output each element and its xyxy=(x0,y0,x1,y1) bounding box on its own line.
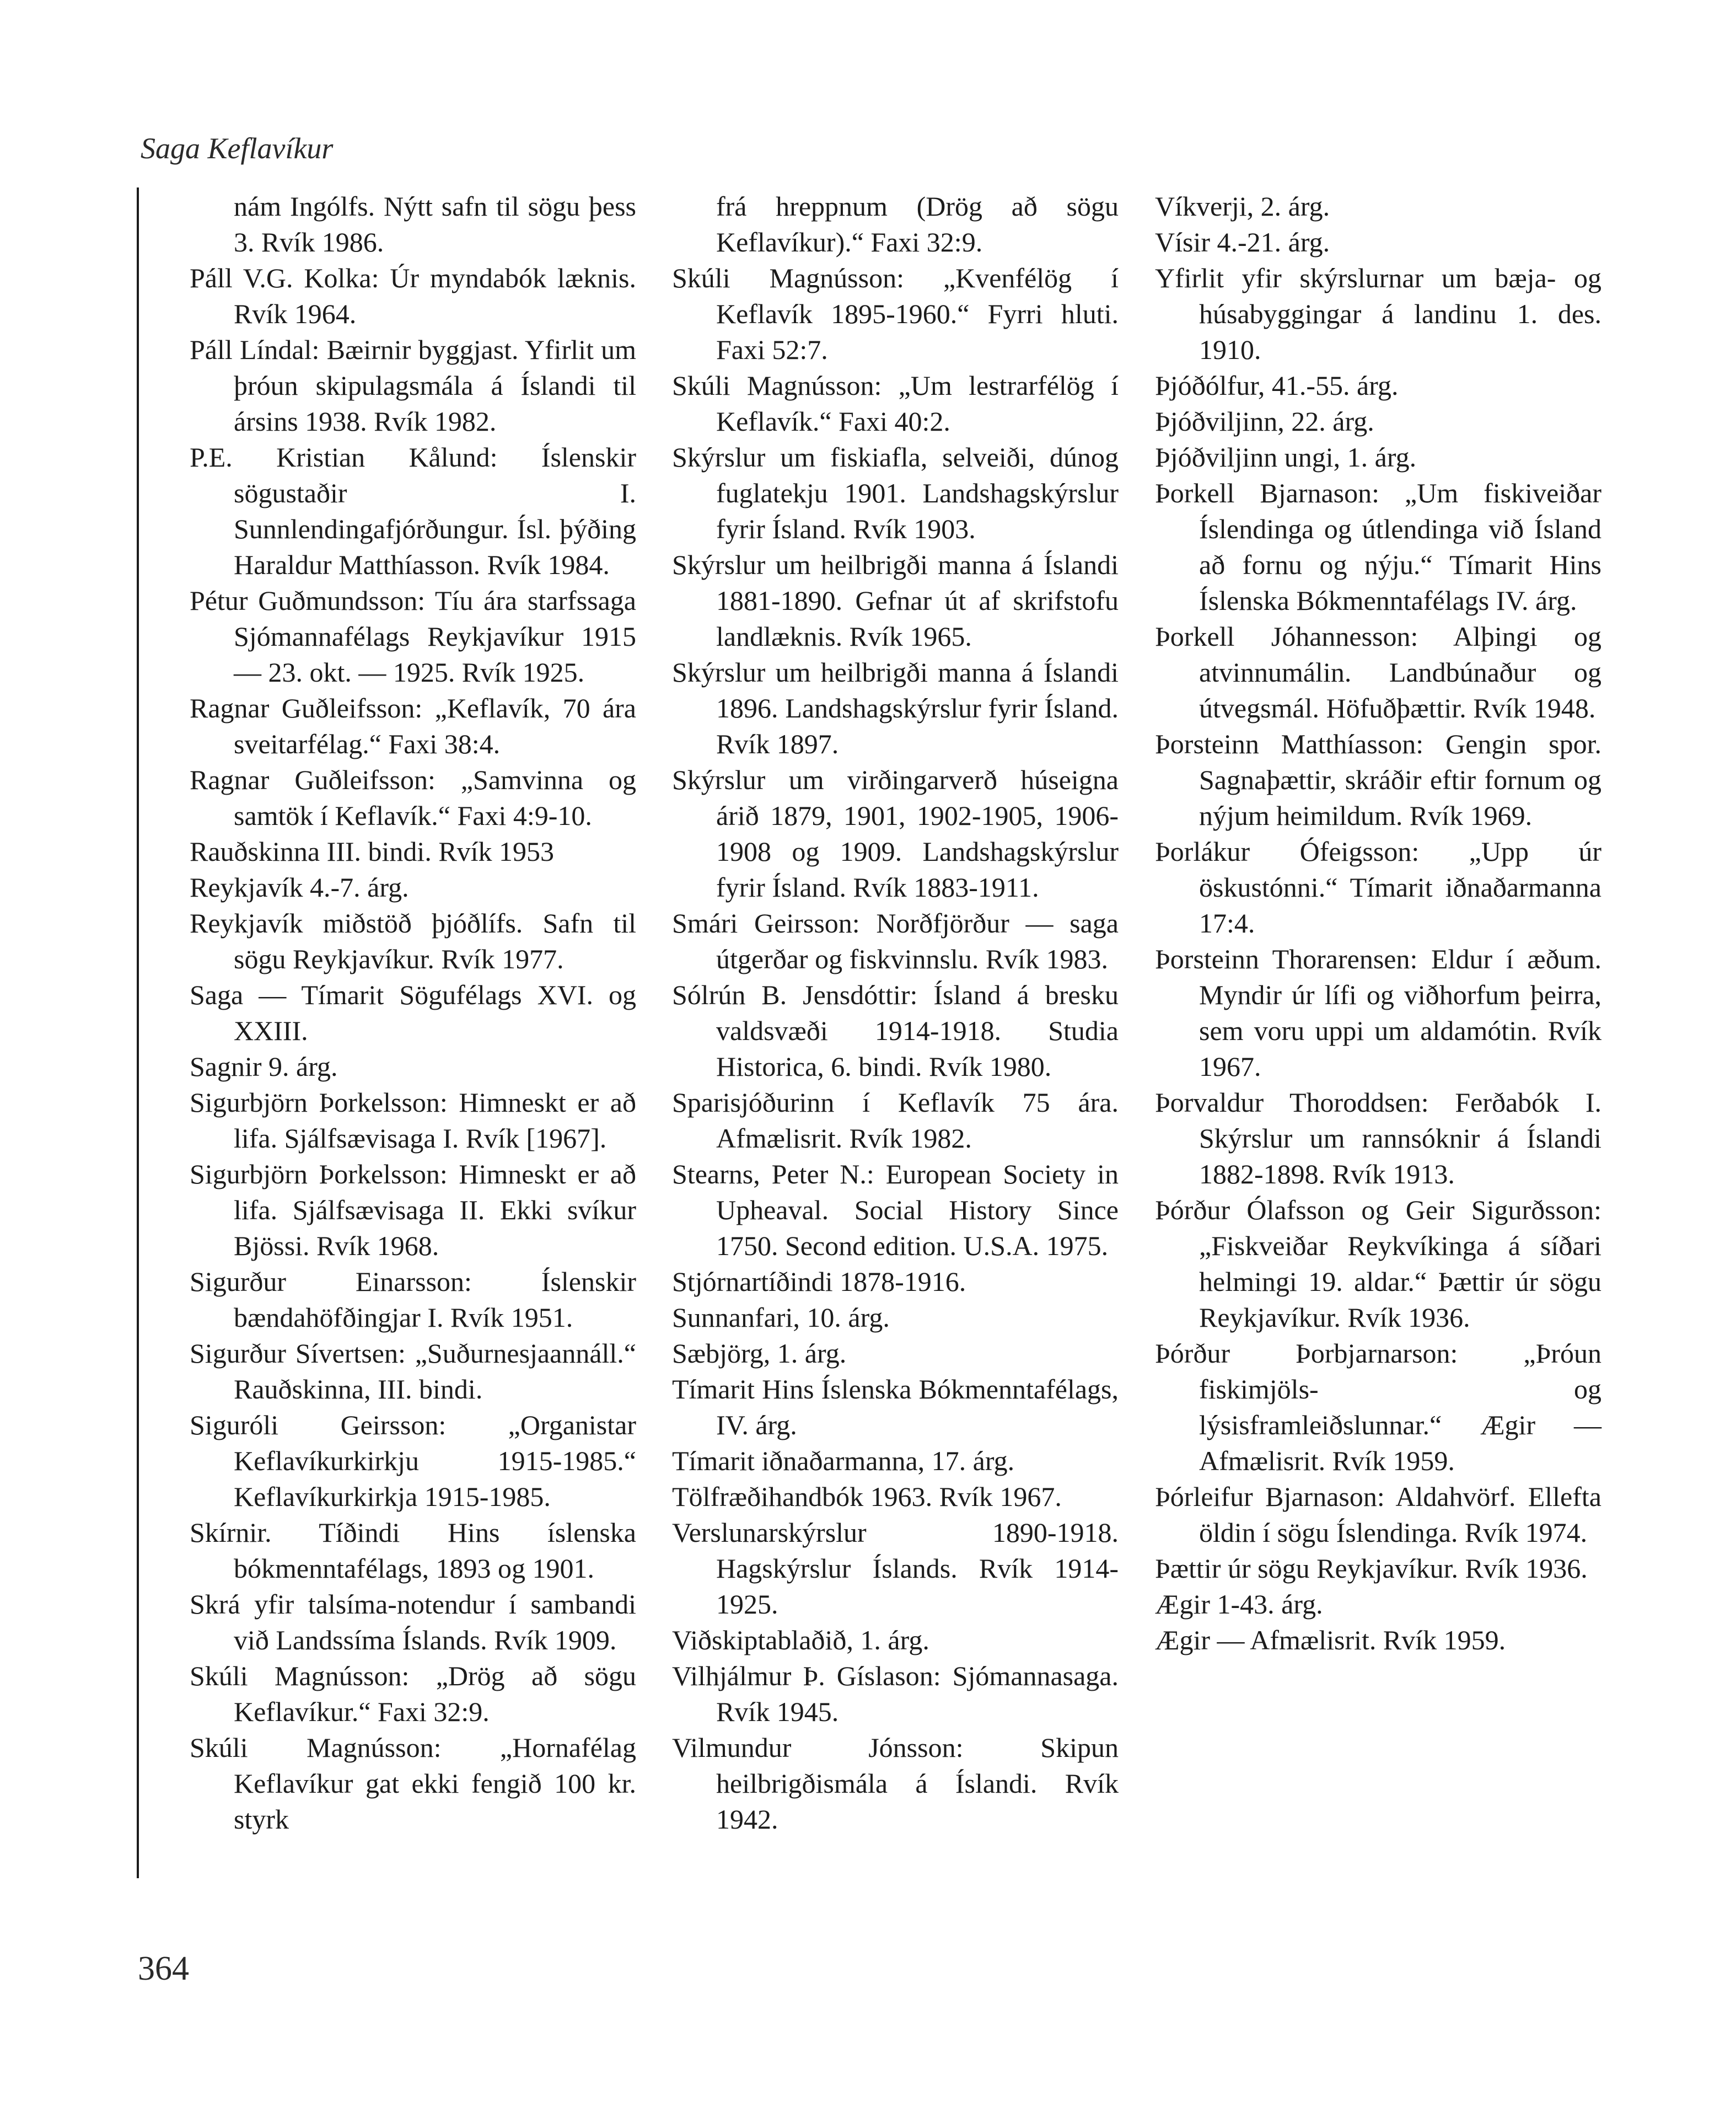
bibliography-entry: Skúli Magnússon: „Hornafélag Keflavíkur gat ekki fengið 100 kr. styrk xyxy=(190,1732,636,1835)
bibliography-entry: Stjórnartíðindi 1878-1916. xyxy=(672,1266,966,1297)
bibliography-entry: Sagnir 9. árg. xyxy=(190,1051,338,1082)
bibliography-entry: Þjóðviljinn, 22. árg. xyxy=(1155,406,1374,437)
bibliography-entry: Víkverji, 2. árg. xyxy=(1155,191,1330,222)
bibliography-entry: Skúli Magnússon: „Drög að sögu Keflavíkur.“ Faxi 32:9. xyxy=(190,1660,636,1727)
bibliography-entry: Sigurbjörn Þorkelsson: Himneskt er að lifa. Sjálfsævisaga I. Rvík [1967]. xyxy=(190,1087,636,1154)
bibliography-entry: Þorsteinn Matthíasson: Gengin spor. Sagnaþættir, skráðir eftir fornum og nýjum heimildum. Rvík 1969. xyxy=(1155,728,1601,831)
bibliography-entry: Sigurbjörn Þorkelsson: Himneskt er að lifa. Sjálfsævisaga II. Ekki svíkur Bjössi. Rvík 1968. xyxy=(190,1159,636,1261)
bibliography-entry: Þórður Ólafsson og Geir Sigurðsson: „Fiskveiðar Reykvíkinga á síðari helmingi 19. aldar.“ Þættir úr sögu Reykjavíkur. Rvík 1936. xyxy=(1155,1194,1601,1333)
margin-rule xyxy=(137,187,139,1878)
bibliography-entry: Þórður Þorbjarnarson: „Þróun fiskimjöls- og lýsisframleiðslunnar.“ Ægir — Afmælisrit. Rvík 1959. xyxy=(1155,1338,1601,1476)
bibliography-entry: Ægir — Afmælisrit. Rvík 1959. xyxy=(1155,1625,1506,1655)
bibliography-entry: Stearns, Peter N.: European Society in Upheaval. Social History Since 1750. Second edition. U.S.A. 1975. xyxy=(672,1159,1119,1261)
bibliography-entry: Þorvaldur Thoroddsen: Ferðabók I. Skýrslur um rannsóknir á Íslandi 1882-1898. Rvík 1913. xyxy=(1155,1087,1601,1189)
bibliography-entry: Siguróli Geirsson: „Organistar Keflavíkurkirkju 1915-1985.“ Keflavíkurkirkja 1915-1985. xyxy=(190,1409,636,1512)
bibliography-entry: Skírnir. Tíðindi Hins íslenska bókmenntafélags, 1893 og 1901. xyxy=(190,1517,636,1584)
bibliography-entry: Sigurður Sívertsen: „Suðurnesjaannáll.“ Rauðskinna, III. bindi. xyxy=(190,1338,636,1405)
bibliography-entry: P.E. Kristian Kålund: Íslenskir sögustaðir I. Sunnlendingafjórðungur. Ísl. þýðing Haraldur Matthíasson. Rvík 1984. xyxy=(190,442,636,580)
running-head: Saga Keflavíkur xyxy=(141,132,334,165)
bibliography-entry: Þórleifur Bjarnason: Aldahvörf. Ellefta öldin í sögu Íslendinga. Rvík 1974. xyxy=(1155,1481,1601,1548)
bibliography-entry: Vísir 4.-21. árg. xyxy=(1155,227,1330,258)
bibliography-entry: Skýrslur um heilbrigði manna á Íslandi 1896. Landshagskýrslur fyrir Ísland. Rvík 1897. xyxy=(672,657,1119,759)
bibliography-entry: Sólrún B. Jensdóttir: Ísland á bresku valdsvæði 1914-1918. Studia Historica, 6. bindi. Rvík 1980. xyxy=(672,979,1119,1082)
bibliography-entry: Rauðskinna III. bindi. Rvík 1953 xyxy=(190,836,555,867)
bibliography-entry: Skýrslur um virðingarverð húseigna árið 1879, 1901, 1902-1905, 1906-1908 og 1909. Landshagskýrslur fyrir Ísland. Rvík 1883-1911. xyxy=(672,764,1119,903)
bibliography-entry: Þorkell Jóhannesson: Alþingi og atvinnumálin. Landbúnaður og útvegsmál. Höfuðþættir. Rvík 1948. xyxy=(1155,621,1601,723)
bibliography-entry: Ægir 1-43. árg. xyxy=(1155,1589,1323,1620)
bibliography-entry: Páll V.G. Kolka: Úr myndabók læknis. Rvík 1964. xyxy=(190,262,636,329)
bibliography-entry: Skýrslur um heilbrigði manna á Íslandi 1881-1890. Gefnar út af skrifstofu landlæknis. Rvík 1965. xyxy=(672,549,1119,652)
bibliography-column-1 xyxy=(190,189,636,1837)
bibliography-entry: Yfirlit yfir skýrslurnar um bæja- og húsabyggingar á landinu 1. des. 1910. xyxy=(1155,262,1601,365)
bibliography-entry: Tímarit Hins Íslenska Bókmenntafélags, IV. árg. xyxy=(672,1374,1119,1440)
page-number: 364 xyxy=(138,1950,189,1987)
bibliography-entry: Þorlákur Ófeigsson: „Upp úr öskustónni.“ Tímarit iðnaðarmanna 17:4. xyxy=(1155,836,1601,939)
bibliography-entry: Skúli Magnússon: „Um lestrarfélög í Keflavík.“ Faxi 40:2. xyxy=(672,370,1119,437)
bibliography-entry: Vilmundur Jónsson: Skipun heilbrigðismála á Íslandi. Rvík 1942. xyxy=(672,1732,1119,1835)
bibliography-column-2 xyxy=(672,189,1119,1837)
bibliography-entry: Sigurður Einarsson: Íslenskir bændahöfðingjar I. Rvík 1951. xyxy=(190,1266,636,1333)
bibliography-entry: Þjóðólfur, 41.-55. árg. xyxy=(1155,370,1399,401)
bibliography-entry: Verslunarskýrslur 1890-1918. Hagskýrslur Íslands. Rvík 1914-1925. xyxy=(672,1517,1119,1620)
bibliography-entry: frá hreppnum (Drög að sögu Keflavíkur).“ Faxi 32:9. xyxy=(716,191,1119,258)
bibliography-entry: Skýrslur um fiskiafla, selveiði, dúnog fuglatekju 1901. Landshagskýrslur fyrir Ísland. Rvík 1903. xyxy=(672,442,1119,544)
bibliography-entry: Vilhjálmur Þ. Gíslason: Sjómannasaga. Rvík 1945. xyxy=(672,1660,1119,1727)
bibliography-entry: Skúli Magnússon: „Kvenfélög í Keflavík 1895-1960.“ Fyrri hluti. Faxi 52:7. xyxy=(672,262,1119,365)
bibliography-column-3 xyxy=(1155,189,1601,1658)
bibliography-entry: Sæbjörg, 1. árg. xyxy=(672,1338,847,1369)
bibliography-entry: nám Ingólfs. Nýtt safn til sögu þess 3. Rvík 1986. xyxy=(234,191,636,258)
bibliography-entry: Skrá yfir talsíma-notendur í sambandi við Landssíma Íslands. Rvík 1909. xyxy=(190,1589,636,1655)
bibliography-entry: Sunnanfari, 10. árg. xyxy=(672,1302,890,1333)
bibliography-entry: Ragnar Guðleifsson: „Keflavík, 70 ára sveitarfélag.“ Faxi 38:4. xyxy=(190,693,636,759)
bibliography-entry: Reykjavík 4.-7. árg. xyxy=(190,872,409,903)
bibliography-entry: Saga — Tímarit Sögufélags XVI. og XXIII. xyxy=(190,979,636,1046)
bibliography-entry: Ragnar Guðleifsson: „Samvinna og samtök í Keflavík.“ Faxi 4:9-10. xyxy=(190,764,636,831)
bibliography-entry: Þjóðviljinn ungi, 1. árg. xyxy=(1155,442,1417,473)
bibliography-entry: Tímarit iðnaðarmanna, 17. árg. xyxy=(672,1445,1015,1476)
bibliography-entry: Þorsteinn Thorarensen: Eldur í æðum. Myndir úr lífi og viðhorfum þeirra, sem voru uppi um aldamótin. Rvík 1967. xyxy=(1155,944,1601,1082)
bibliography-entry: Pétur Guðmundsson: Tíu ára starfssaga Sjómannafélags Reykjavíkur 1915 — 23. okt. — 1925. Rvík 1925. xyxy=(190,585,636,688)
bibliography-entry: Sparisjóðurinn í Keflavík 75 ára. Afmælisrit. Rvík 1982. xyxy=(672,1087,1119,1154)
bibliography-entry: Þorkell Bjarnason: „Um fiskiveiðar Íslendinga og útlendinga við Ísland að fornu og nýju.“ Tímarit Hins Íslenska Bókmenntafélags IV. árg. xyxy=(1155,478,1601,616)
bibliography-entry: Viðskiptablaðið, 1. árg. xyxy=(672,1625,929,1655)
bibliography-entry: Smári Geirsson: Norðfjörður — saga útgerðar og fiskvinnslu. Rvík 1983. xyxy=(672,908,1119,974)
bibliography-entry: Tölfræðihandbók 1963. Rvík 1967. xyxy=(672,1481,1062,1512)
bibliography-entry: Þættir úr sögu Reykjavíkur. Rvík 1936. xyxy=(1155,1553,1588,1584)
bibliography-entry: Páll Líndal: Bæirnir byggjast. Yfirlit um þróun skipulagsmála á Íslandi til ársins 1938. Rvík 1982. xyxy=(190,334,636,437)
bibliography-entry: Reykjavík miðstöð þjóðlífs. Safn til sögu Reykjavíkur. Rvík 1977. xyxy=(190,908,636,974)
